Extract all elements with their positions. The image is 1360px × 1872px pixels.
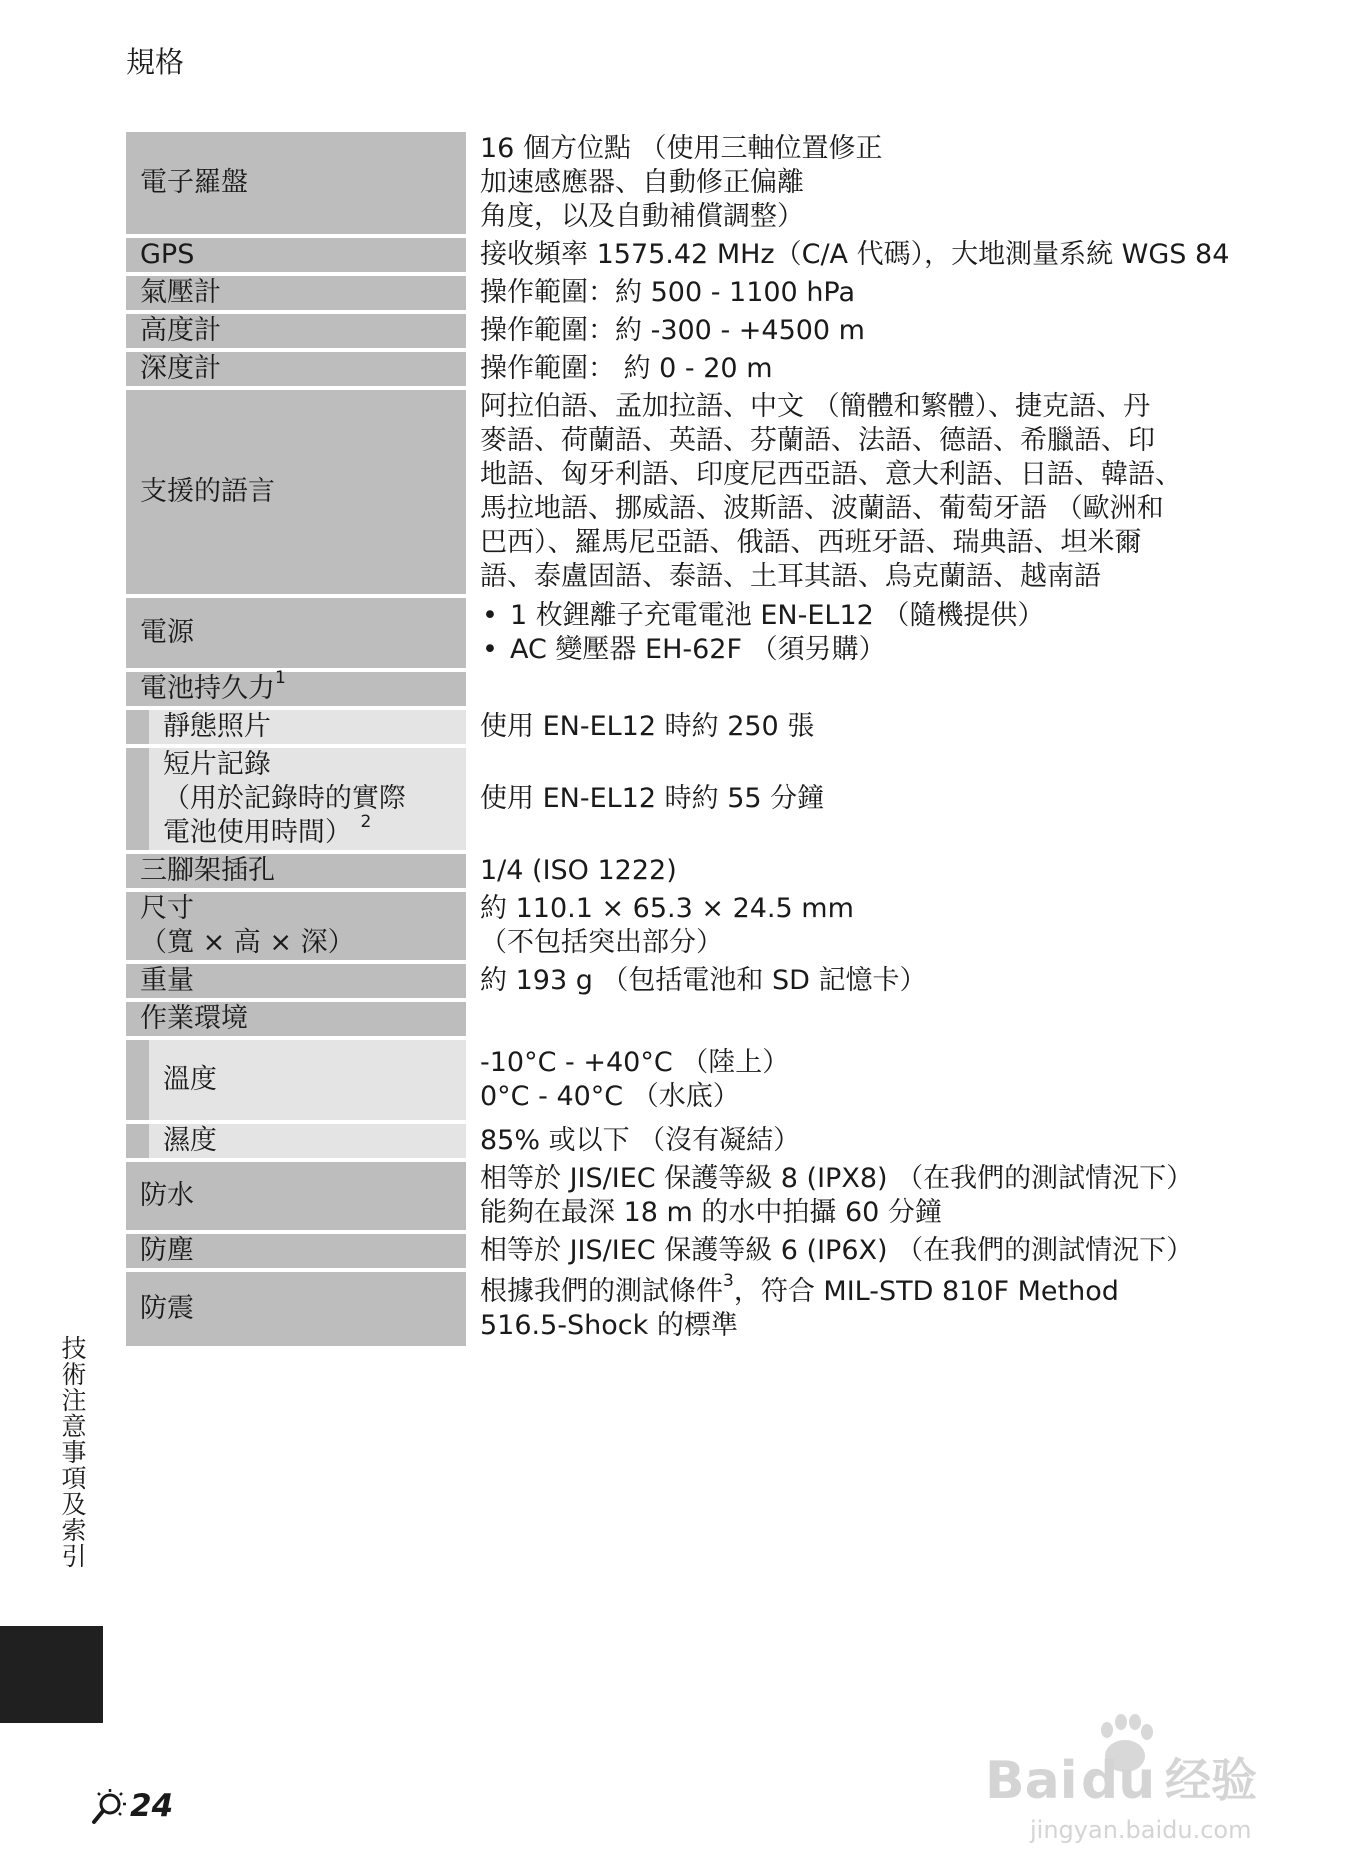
indent-bar (126, 1124, 149, 1162)
spec-row-waterproofing (126, 1162, 1238, 1234)
spec-value: 操作範圍：約 500 - 1100 hPa (466, 276, 1238, 314)
spec-value (466, 1272, 1238, 1346)
value-line (480, 1271, 1238, 1309)
watermark-du: du (1081, 1751, 1156, 1811)
spec-row-still-images (126, 710, 1238, 748)
page-number (88, 1786, 173, 1826)
spec-value: 操作範圍：約 -300 - +4500 m (466, 314, 1238, 352)
specifications-table (126, 132, 1238, 1346)
indent-bar (126, 748, 149, 854)
label-line (162, 812, 466, 850)
spec-label: 重量 (126, 964, 466, 1002)
spec-row-gps (126, 238, 1238, 276)
footnote-marker: 2 (360, 812, 372, 832)
spec-value: 約 193 g （包括電池和 SD 記憶卡） (466, 964, 1238, 1002)
spec-label: 作業環境 (126, 1002, 466, 1040)
spec-row-compass (126, 132, 1238, 238)
page-number-text: 24 (130, 1788, 174, 1824)
spec-value (466, 672, 1238, 710)
footnote-marker: 3 (723, 1271, 734, 1291)
spec-value (466, 132, 1238, 238)
spec-value (466, 598, 1238, 672)
spec-label: 防震 (126, 1272, 466, 1346)
spec-value: 85% 或以下 （沒有凝結） (466, 1124, 1238, 1162)
page-number-icon (88, 1786, 128, 1826)
spec-row-dimensions (126, 892, 1238, 964)
spec-value: 使用 EN-EL12 時約 55 分鐘 (466, 748, 1238, 854)
spec-row-altimeter (126, 314, 1238, 352)
spec-label: 電源 (126, 598, 466, 672)
watermark-bai: Bai (985, 1751, 1078, 1811)
bullet-item: • 1 枚鋰離子充電電池 EN-EL12 （隨機提供） (480, 599, 1238, 633)
spec-row-battery-life (126, 672, 1238, 710)
value-line: 能夠在最深 18 m 的水中拍攝 60 分鐘 (480, 1197, 942, 1228)
spec-label (126, 892, 466, 964)
spec-row-tripod-socket (126, 854, 1238, 892)
baidu-watermark (975, 1710, 1295, 1850)
label-text: 電池持久力 (140, 673, 275, 704)
spec-label: 深度計 (126, 352, 466, 390)
value-line: 加速感應器、自動修正偏離 (480, 167, 804, 198)
watermark-url: jingyan.baidu.com (1030, 1816, 1252, 1844)
spec-label: 高度計 (126, 314, 466, 352)
value-line: 角度，以及自動補償調整） (480, 201, 804, 232)
spec-sublabel: 濕度 (149, 1124, 466, 1162)
value-line: 516.5-Shock 的標準 (480, 1310, 738, 1341)
value-line: 麥語、荷蘭語、英語、芬蘭語、法語、德語、希臘語、印 (480, 425, 1155, 456)
spec-label: GPS (126, 238, 466, 276)
value-text: ，符合 MIL-STD 810F Method (733, 1276, 1119, 1307)
spec-value: 操作範圍： 約 0 - 20 m (466, 352, 1238, 390)
spec-row-weight (126, 964, 1238, 1002)
spec-value: 使用 EN-EL12 時約 250 張 (466, 710, 1238, 748)
spec-sublabel: 溫度 (149, 1040, 466, 1124)
spec-row-movies (126, 748, 1238, 854)
spec-label (126, 668, 466, 710)
spec-row-operating-environment (126, 1002, 1238, 1040)
spec-row-languages (126, 390, 1238, 598)
footnote-marker: 1 (275, 668, 286, 688)
spec-label: 三腳架插孔 (126, 854, 466, 892)
indent-bar (126, 710, 149, 748)
value-text: 根據我們的測試條件 (480, 1276, 723, 1307)
spec-label: 防塵 (126, 1234, 466, 1272)
spec-label: 電子羅盤 (126, 132, 466, 238)
spec-sublabel: 靜態照片 (149, 710, 466, 748)
label-line: （寬 × 高 × 深） (140, 927, 355, 958)
label-line: 尺寸 (140, 893, 194, 924)
page-header: 規格 (126, 45, 185, 79)
spec-label: 支援的語言 (126, 390, 466, 598)
spec-value: 1/4 (ISO 1222) (466, 854, 1238, 892)
spec-label: 氣壓計 (126, 276, 466, 314)
spec-row-barometer (126, 276, 1238, 314)
label-line: 短片記錄 (162, 749, 271, 780)
spec-row-power (126, 598, 1238, 672)
bullet-item: • AC 變壓器 EH-62F （須另購） (480, 633, 1238, 667)
spec-value (466, 1162, 1238, 1234)
section-tab-marker (0, 1626, 103, 1723)
value-line: 馬拉地語、挪威語、波斯語、波蘭語、葡萄牙語 （歐洲和 (480, 493, 1164, 524)
spec-value (466, 1040, 1238, 1124)
spec-value: 接收頻率 1575.42 MHz（C/A 代碼），大地測量系統 WGS 84 (466, 238, 1238, 276)
spec-value: 相等於 JIS/IEC 保護等級 6 (IP6X) （在我們的測試情況下） (466, 1234, 1238, 1272)
section-side-label: 技術注意事項及索引 (58, 1335, 87, 1569)
value-line: 地語、匈牙利語、印度尼西亞語、意大利語、日語、韓語、 (480, 459, 1182, 490)
spec-row-humidity (126, 1124, 1238, 1162)
spec-row-depth-gauge (126, 352, 1238, 390)
value-line: 0°C - 40°C （水底） (480, 1081, 740, 1112)
value-line: 16 個方位點 （使用三軸位置修正 (480, 133, 883, 164)
value-line: 語、泰盧固語、泰語、土耳其語、烏克蘭語、越南語 (480, 561, 1101, 592)
value-line: 相等於 JIS/IEC 保護等級 8 (IPX8) （在我們的測試情況下） (480, 1163, 1194, 1194)
spec-row-temperature (126, 1040, 1238, 1124)
label-text: 電池使用時間） (162, 817, 352, 848)
value-line: （不包括突出部分） (480, 927, 723, 958)
value-line: -10°C - +40°C （陸上） (480, 1047, 790, 1078)
spec-row-shockproofing (126, 1272, 1238, 1346)
value-line: 約 110.1 × 65.3 × 24.5 mm (480, 893, 854, 924)
value-line: 阿拉伯語、孟加拉語、中文 （簡體和繁體）、捷克語、丹 (480, 391, 1151, 422)
value-line: 巴西）、羅馬尼亞語、俄語、西班牙語、瑞典語、坦米爾 (480, 527, 1142, 558)
spec-value (466, 892, 1238, 964)
spec-value (466, 390, 1238, 598)
spec-label: 防水 (126, 1162, 466, 1234)
spec-row-dustproofing (126, 1234, 1238, 1272)
indent-bar (126, 1040, 149, 1124)
watermark-jingyan: 经验 (1165, 1753, 1257, 1807)
label-line: （用於記錄時的實際 (162, 783, 406, 814)
spec-value (466, 1002, 1238, 1040)
spec-sublabel (149, 748, 466, 854)
